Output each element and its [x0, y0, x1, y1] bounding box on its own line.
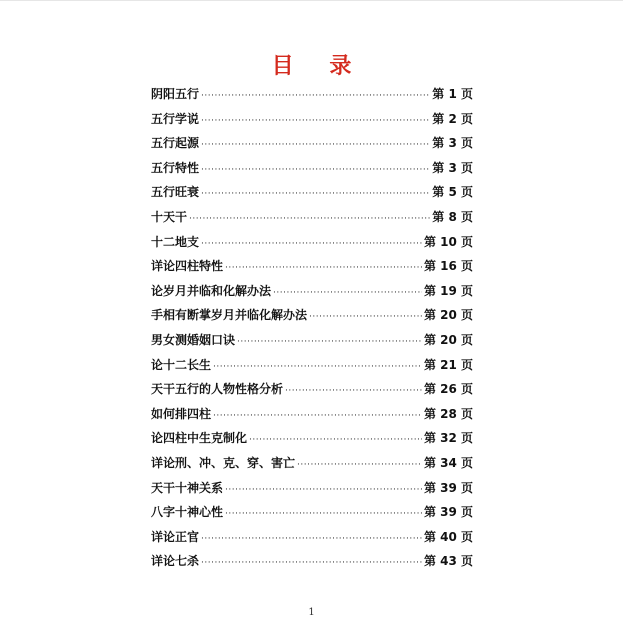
dot-leader	[201, 239, 422, 249]
toc-entry[interactable]	[151, 208, 473, 233]
toc-entry[interactable]	[151, 134, 473, 159]
toc-entry-page: 第 32 页	[423, 431, 473, 446]
dot-leader	[285, 386, 422, 396]
toc-entry[interactable]	[151, 405, 473, 430]
toc-entry[interactable]	[151, 183, 473, 208]
toc-entry-page: 第 5 页	[432, 185, 473, 200]
toc-entry-title: 天干五行的人物性格分析	[151, 382, 284, 397]
dot-leader	[273, 288, 422, 298]
toc-entry-page: 第 43 页	[423, 554, 473, 569]
dot-leader	[225, 485, 422, 495]
toc-entry[interactable]	[151, 503, 473, 528]
toc-entry[interactable]	[151, 429, 473, 454]
dot-leader	[201, 189, 430, 199]
toc-entry-title: 论四柱中生克制化	[151, 431, 248, 446]
toc-entry[interactable]	[151, 356, 473, 381]
toc-entry-title: 详论正官	[151, 529, 200, 544]
dot-leader	[189, 214, 430, 224]
toc-entry-page: 第 28 页	[423, 406, 473, 421]
toc-entry[interactable]	[151, 282, 473, 307]
toc-heading: 目 录	[271, 54, 366, 79]
toc-entry-page: 第 10 页	[423, 234, 473, 249]
dot-leader	[201, 558, 422, 568]
dot-leader	[201, 91, 430, 101]
toc-entry-title: 五行旺衰	[151, 185, 200, 200]
dot-leader	[201, 165, 430, 175]
dot-leader	[213, 411, 422, 421]
toc-entry[interactable]	[151, 552, 473, 577]
dot-leader	[225, 509, 422, 519]
toc-entry-title: 论岁月并临和化解办法	[151, 283, 272, 298]
toc-entry[interactable]	[151, 380, 473, 405]
footer-page-number: 1	[308, 607, 315, 618]
toc-entry-page: 第 21 页	[423, 357, 473, 372]
toc-entry-page: 第 26 页	[423, 382, 473, 397]
toc-entry-page: 第 39 页	[423, 505, 473, 520]
dot-leader	[249, 435, 422, 445]
toc-entry[interactable]	[151, 85, 473, 110]
toc-entry-page: 第 40 页	[423, 529, 473, 544]
toc-entry-page: 第 8 页	[432, 209, 473, 224]
toc-entry-title: 手相有断掌岁月并临化解办法	[151, 308, 308, 323]
toc-entry-page: 第 20 页	[423, 332, 473, 347]
toc-entry-title: 阴阳五行	[151, 87, 200, 101]
toc-entry-page: 第 19 页	[423, 283, 473, 298]
dot-leader	[201, 116, 430, 126]
toc-entry-page: 第 3 页	[432, 160, 473, 175]
table-of-contents	[151, 85, 473, 577]
toc-entry-page: 第 2 页	[432, 111, 473, 126]
dot-leader	[309, 312, 422, 322]
toc-entry-title: 论十二长生	[151, 357, 212, 372]
toc-entry-title: 五行学说	[151, 111, 200, 126]
toc-entry-title: 十天干	[151, 209, 188, 224]
toc-entry-title: 如何排四柱	[151, 406, 212, 421]
toc-entry[interactable]	[151, 331, 473, 356]
toc-entry-title: 详论四柱特性	[151, 259, 224, 274]
dot-leader	[201, 534, 422, 544]
toc-entry-title: 十二地支	[151, 234, 200, 249]
toc-entry-title: 详论七杀	[151, 554, 200, 569]
toc-entry-title: 天干十神关系	[151, 480, 224, 495]
toc-entry-page: 第 3 页	[432, 136, 473, 151]
toc-entry-title: 五行起源	[151, 136, 200, 151]
toc-entry-page: 第 16 页	[423, 259, 473, 274]
toc-entry-title: 详论刑、冲、克、穿、害亡	[151, 455, 296, 470]
toc-entry[interactable]	[151, 110, 473, 135]
toc-entry-page: 第 39 页	[423, 480, 473, 495]
dot-leader	[213, 362, 422, 372]
toc-entry[interactable]	[151, 257, 473, 282]
toc-entry[interactable]	[151, 479, 473, 504]
toc-entry-page: 第 34 页	[423, 455, 473, 470]
toc-entry[interactable]	[151, 528, 473, 553]
toc-entry[interactable]	[151, 233, 473, 258]
toc-entry-page: 第 1 页	[432, 87, 473, 101]
toc-entry-page: 第 20 页	[423, 308, 473, 323]
toc-entry-title: 五行特性	[151, 160, 200, 175]
dot-leader	[237, 337, 422, 347]
dot-leader	[225, 263, 422, 273]
toc-entry-title: 男女测婚姻口诀	[151, 332, 236, 347]
dot-leader	[201, 140, 430, 150]
dot-leader	[297, 460, 422, 470]
toc-entry[interactable]	[151, 306, 473, 331]
toc-entry[interactable]	[151, 454, 473, 479]
toc-entry[interactable]	[151, 159, 473, 184]
toc-entry-title: 八字十神心性	[151, 505, 224, 520]
